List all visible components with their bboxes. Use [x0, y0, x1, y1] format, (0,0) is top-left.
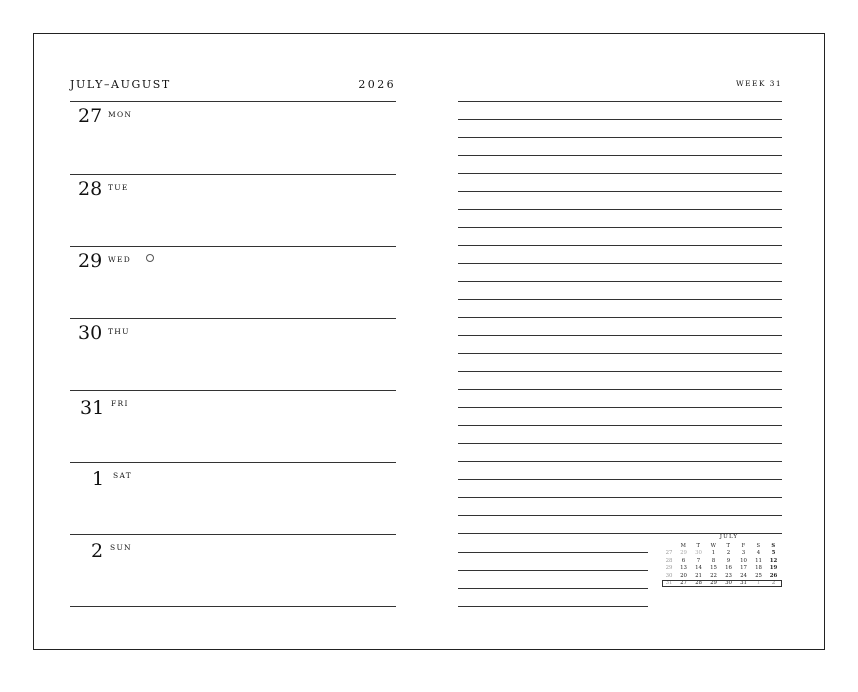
day-number: 2	[91, 540, 104, 562]
calendar-day: 22	[710, 572, 717, 579]
calendar-day: 8	[711, 557, 716, 564]
week-number: 29	[665, 565, 673, 572]
weekday-header: W	[710, 542, 717, 549]
calendar-day: 31	[740, 580, 747, 587]
note-line[interactable]	[458, 425, 782, 426]
calendar-day: 16	[725, 565, 732, 572]
note-line[interactable]	[458, 497, 782, 498]
day-number: 31	[80, 397, 105, 419]
note-line[interactable]	[458, 461, 782, 462]
mini-calendar-week	[662, 572, 782, 580]
calendar-day: 14	[695, 565, 702, 572]
calendar-day: 18	[755, 565, 762, 572]
weekday-header: T	[696, 542, 701, 549]
calendar-day: 9	[726, 557, 731, 564]
note-line[interactable]	[458, 479, 782, 480]
day-number: 28	[78, 178, 103, 200]
note-line[interactable]	[458, 606, 648, 607]
calendar-day: 25	[755, 572, 762, 579]
day-block[interactable]	[70, 391, 396, 463]
calendar-day: 26	[769, 572, 778, 579]
note-line[interactable]	[458, 245, 782, 246]
day-name: SUN	[110, 543, 132, 552]
day-name: SAT	[113, 471, 133, 480]
calendar-day: 20	[680, 572, 687, 579]
calendar-day: 4	[756, 550, 761, 557]
calendar-day: 17	[740, 565, 747, 572]
page-title: JULY–AUGUST	[70, 78, 171, 91]
day-name: FRI	[111, 399, 129, 408]
note-line[interactable]	[458, 552, 648, 553]
calendar-day: 7	[696, 557, 701, 564]
note-line[interactable]	[458, 353, 782, 354]
weekday-header: F	[741, 542, 746, 549]
calendar-day: 24	[740, 572, 747, 579]
note-line[interactable]	[458, 119, 782, 120]
note-line[interactable]	[458, 588, 648, 589]
mini-calendar-week	[662, 557, 782, 565]
day-number: 30	[78, 322, 103, 344]
note-line[interactable]	[458, 101, 782, 102]
calendar-day: 21	[695, 572, 702, 579]
day-number: 29	[78, 250, 103, 272]
calendar-day: 5	[771, 550, 776, 557]
weekday-header: M	[680, 542, 687, 549]
calendar-day: 11	[755, 557, 762, 564]
day-number: 1	[92, 468, 105, 490]
mini-calendar-month: JULY	[719, 534, 739, 540]
calendar-day: 2	[726, 550, 731, 557]
calendar-day: 23	[725, 572, 732, 579]
note-line[interactable]	[458, 209, 782, 210]
mini-calendar-weeks	[662, 550, 782, 588]
day-block[interactable]	[70, 247, 396, 319]
calendar-day: 10	[740, 557, 747, 564]
note-line[interactable]	[458, 191, 782, 192]
note-line[interactable]	[458, 137, 782, 138]
moon-phase-icon	[146, 254, 154, 262]
note-line[interactable]	[458, 263, 782, 264]
day-block[interactable]	[70, 102, 396, 174]
note-line[interactable]	[458, 173, 782, 174]
note-line[interactable]	[458, 281, 782, 282]
note-line[interactable]	[458, 515, 782, 516]
note-line[interactable]	[458, 389, 782, 390]
week-number: 27	[665, 550, 673, 557]
mini-calendar-header	[662, 542, 782, 550]
year-label: 2026	[358, 78, 396, 91]
week-number: 28	[665, 557, 673, 564]
day-divider	[70, 606, 396, 607]
mini-calendar-week	[662, 550, 782, 558]
calendar-day: 29	[680, 550, 687, 557]
calendar-day: 15	[710, 565, 717, 572]
week-number: 30	[665, 572, 673, 579]
note-line[interactable]	[458, 299, 782, 300]
day-number: 27	[78, 105, 103, 127]
calendar-day: 30	[725, 580, 732, 587]
calendar-day: 30	[695, 550, 702, 557]
day-block[interactable]	[70, 319, 396, 391]
day-block[interactable]	[70, 175, 396, 247]
weekday-header: S	[756, 542, 761, 549]
day-block[interactable]	[70, 463, 396, 535]
mini-calendar-week	[662, 580, 782, 588]
week-number: 31	[665, 580, 673, 587]
week-label: WEEK 31	[736, 79, 782, 88]
day-name: WED	[108, 255, 132, 264]
calendar-day: 6	[681, 557, 686, 564]
calendar-day: 19	[769, 565, 778, 572]
calendar-day: 1	[711, 550, 716, 557]
calendar-day: 2	[771, 580, 776, 587]
calendar-day: 1	[756, 580, 761, 587]
weekday-header: S	[771, 542, 776, 549]
note-line[interactable]	[458, 570, 648, 571]
note-line[interactable]	[458, 227, 782, 228]
day-block[interactable]	[70, 535, 396, 607]
day-name: THU	[108, 327, 130, 336]
calendar-day: 13	[680, 565, 687, 572]
weekday-header: T	[726, 542, 731, 549]
note-line[interactable]	[458, 155, 782, 156]
note-line[interactable]	[458, 335, 782, 336]
calendar-day: 29	[710, 580, 717, 587]
mini-calendar	[662, 534, 782, 587]
mini-calendar-week	[662, 565, 782, 573]
note-line[interactable]	[458, 407, 782, 408]
note-line[interactable]	[458, 371, 782, 372]
note-line[interactable]	[458, 317, 782, 318]
calendar-day: 27	[680, 580, 687, 587]
day-name: TUE	[108, 183, 129, 192]
day-name: MON	[108, 110, 133, 119]
note-line[interactable]	[458, 443, 782, 444]
calendar-day: 12	[769, 557, 778, 564]
calendar-day: 3	[741, 550, 746, 557]
calendar-day: 28	[695, 580, 702, 587]
